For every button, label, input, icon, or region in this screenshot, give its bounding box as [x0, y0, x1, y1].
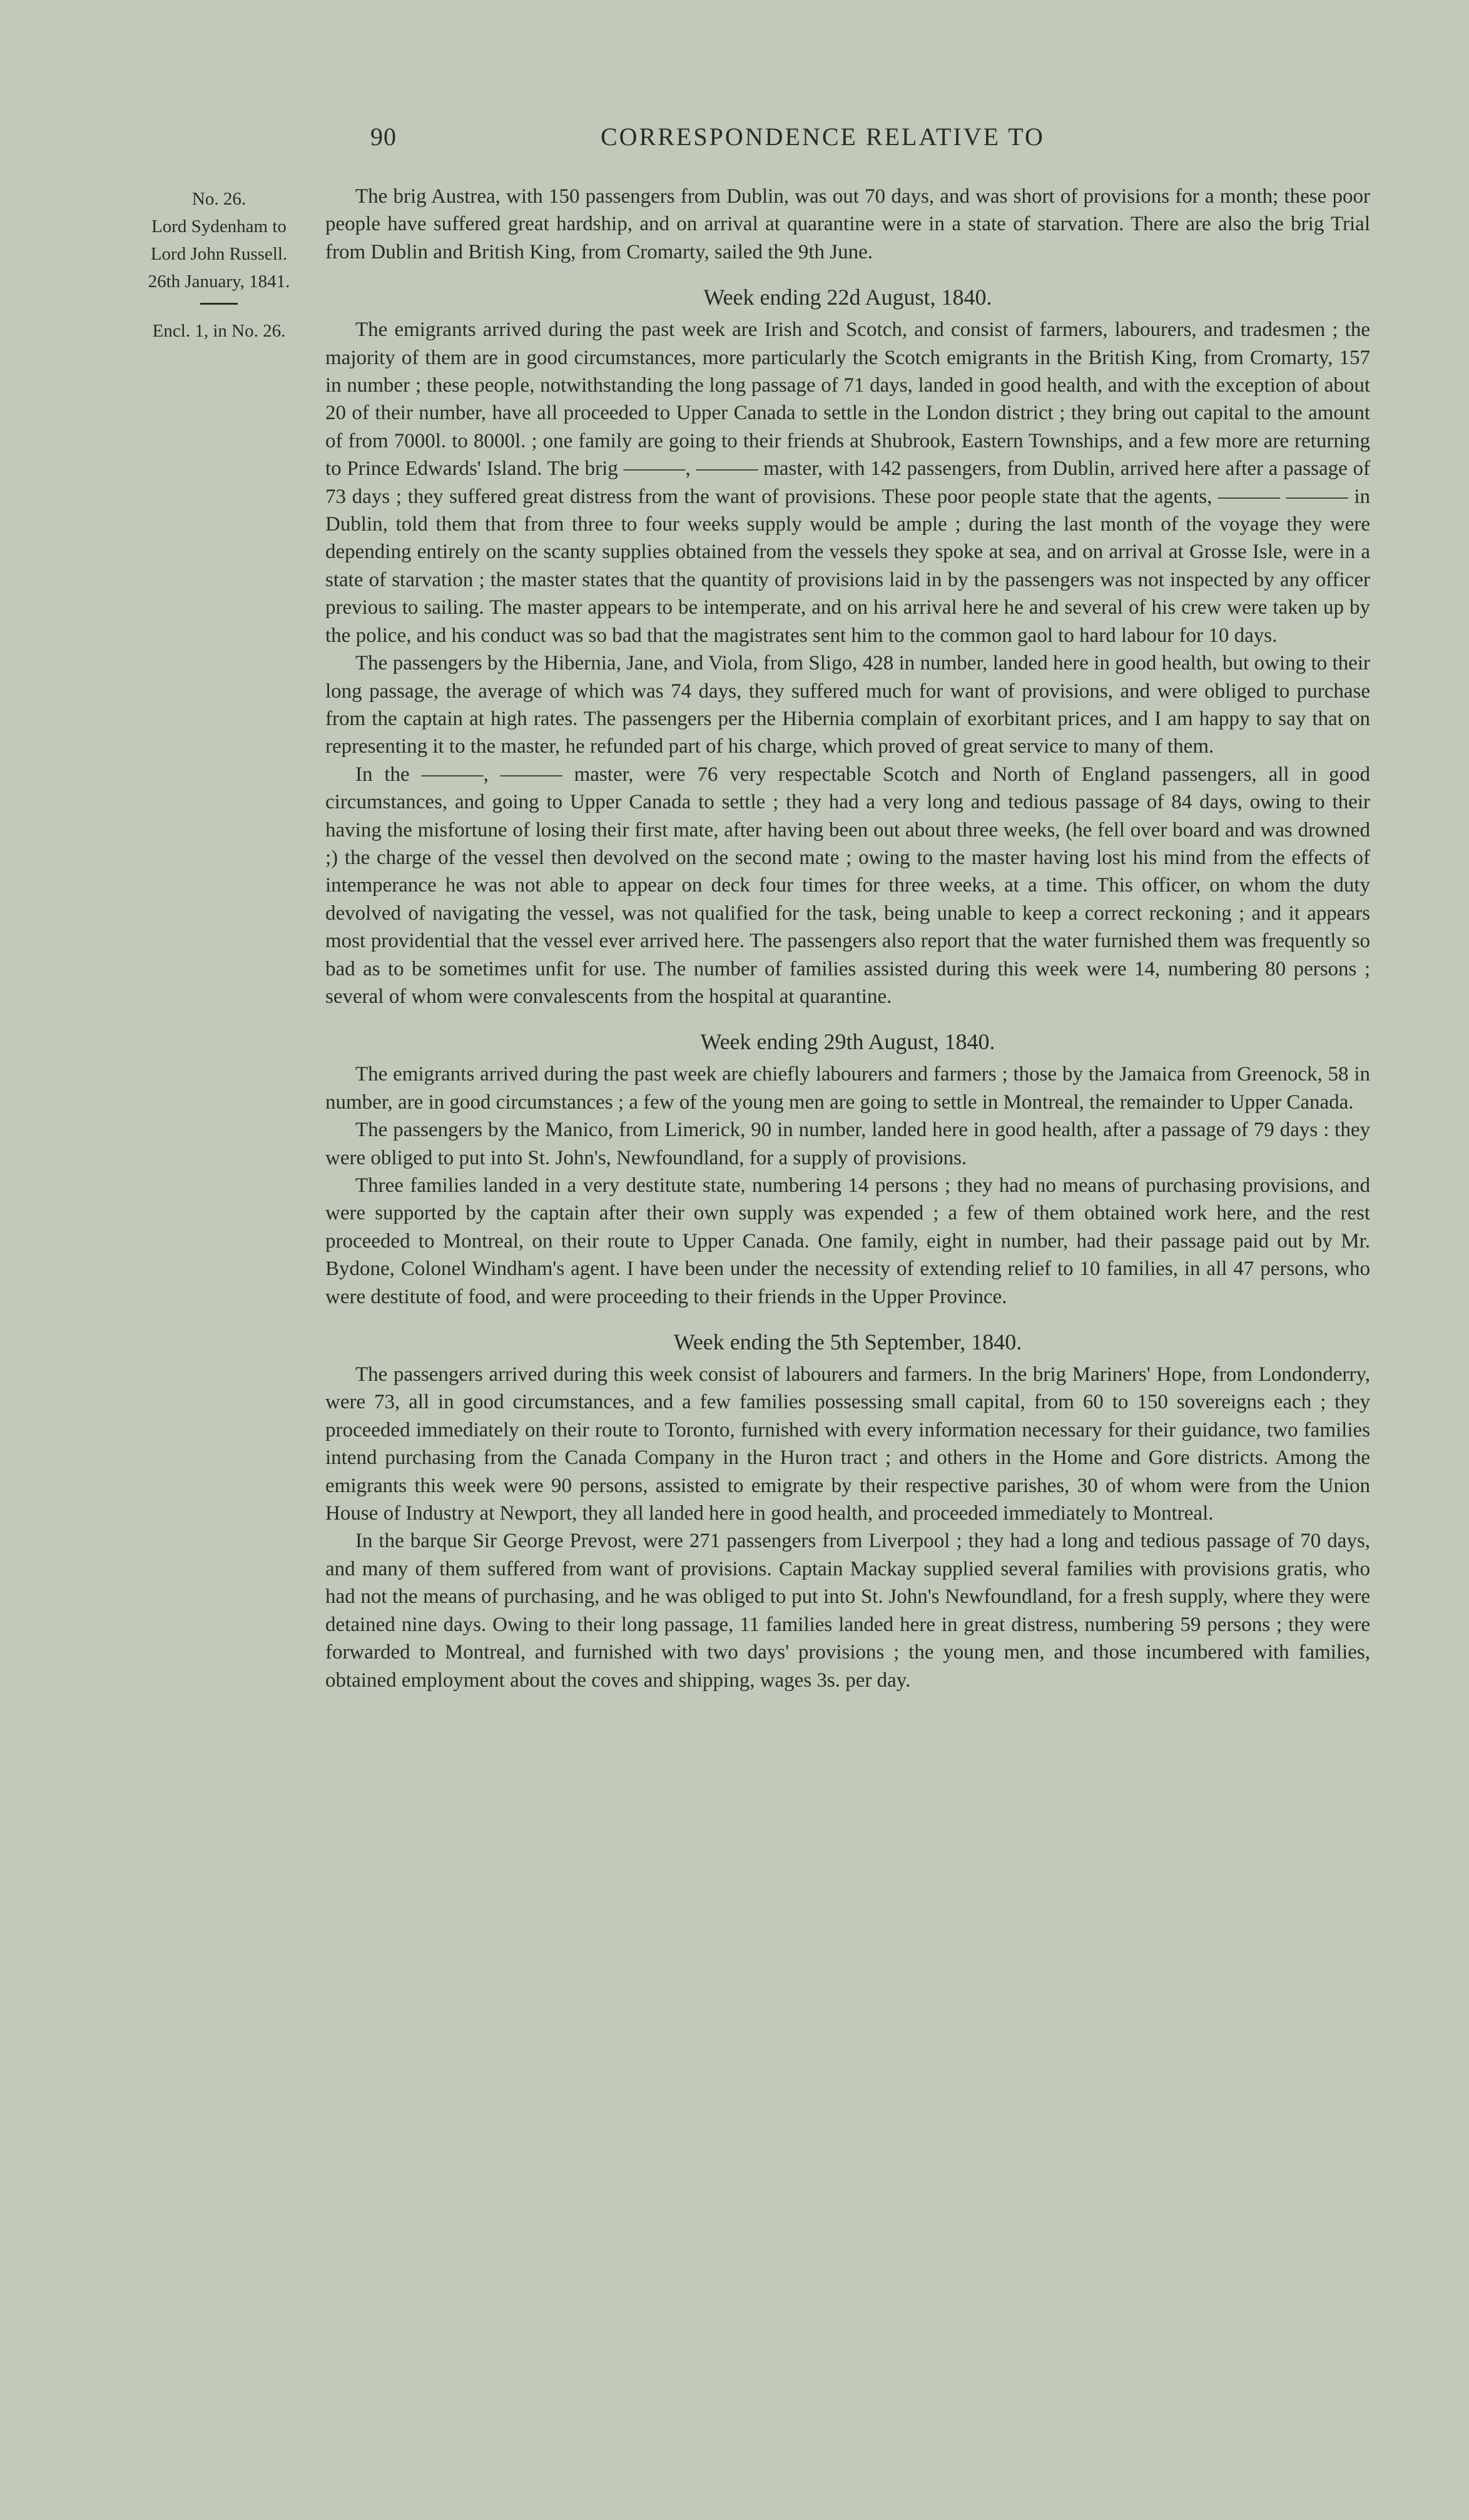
paragraph: The emigrants arrived during the past week are chiefly labourers and farmers ; those by the Jamaica from Greenock, 58 in number, are in good circumstances ; a few of the young men are going to settle in Montreal, the remainder to Upper Canada. [325, 1063, 1370, 1114]
margin-note-enclosure: Encl. 1, in No. 26. [152, 321, 286, 341]
margin-note-number: No. 26. [191, 189, 247, 209]
page-header [325, 122, 1370, 160]
paragraph: The passengers arrived during this week consist of labourers and farmers. In the brig Mariners' Hope, from Londonderry, were 73, all in good circumstances, and a few families possessing small capital, from 60 to 150 sovereigns each ; they proceeded immediately on their route to Toronto, furnished with every information necessary for their guidance, two families intend purchasing from the Canada Company in the Huron tract ; and others in the Home and Gore districts. Among the emigrants this week were 90 persons, assisted to emigrate by their respective parishes, 30 of whom were from the Union House of Industry at Newport, they all landed here in good health, and proceeded immediately to Montreal. [325, 1363, 1370, 1525]
paragraph: In the ———, ——— master, were 76 very respectable Scotch and North of England passengers, all in good circumstances, and going to Upper Canada to settle ; they had a very long and tedious passage of 84 days, owing to their having the misfortune of losing their first mate, after having been out about three weeks, (he fell over board and was drowned ;) the charge of the vessel then devolved on the second mate ; owing to the master having lost his mind from the effects of intemperance he was not able to appear on deck four times for three weeks, at a time. This officer, on whom the duty devolved of navigating the vessel, was not qualified for the task, being unable to keep a correct reckoning ; and it appears most providential that the vessel ever arrived here. The passengers also report that the water furnished them was frequently so bad as to be sometimes unfit for use. The number of families assisted during this week were 14, numbering 80 persons ; several of whom were convalescents from the hospital at quarantine. [325, 763, 1370, 1008]
margin-divider [200, 303, 238, 305]
page-number: 90 [370, 123, 397, 151]
section-heading: Week ending 22d August, 1840. [703, 285, 992, 310]
intro-paragraph: The brig Austrea, with 150 passengers from Dublin, was out 70 days, and was short of provisions for a month; these poor people have suffered great hardship, and on arrival at quarantine were in a state of starvation. There are also the brig Trial from Dublin and British King, from Cromarty, sailed the 9th June. [325, 185, 1370, 263]
margin-note-from: Lord Sydenham to [151, 216, 287, 236]
paragraph: Three families landed in a very destitute state, numbering 14 persons ; they had no means of purchasing provisions, and were supported by the captain after their own supply was expended ; a few of them obtained work here, and the rest proceeded to Montreal, on their route to Upper Canada. One family, eight in number, had their passage paid out by Mr. Bydone, Colonel Windham's agent. I have been under the necessity of extending relief to 10 families, in all 47 persons, who were destitute of food, and were proceeding to their friends in the Upper Province. [325, 1174, 1370, 1308]
running-title: CORRESPONDENCE RELATIVE TO [601, 123, 1045, 151]
margin-note-date: 26th January, 1841. [148, 272, 290, 292]
margin-note-to: Lord John Russell. [150, 244, 288, 264]
paragraph: In the barque Sir George Prevost, were 271 passengers from Liverpool ; they had a long and tedious passage of 70 days, and many of them suffered from want of provisions. Captain Mackay supplied several families with provisions gratis, who had not the means of purchasing, and he was obliged to put into St. John's Newfoundland, for a fresh supply, where they were detained nine days. Owing to their long passage, 11 families landed here in great distress, numbering 59 persons ; they were forwarded to Montreal, and furnished with two days' provisions ; the young men, and those incumbered with families, obtained employment about the coves and shipping, wages 3s. per day. [325, 1530, 1370, 1692]
section-heading: Week ending 29th August, 1840. [700, 1029, 995, 1055]
section-heading: Week ending the 5th September, 1840. [673, 1329, 1022, 1355]
paragraph: The passengers by the Manico, from Limerick, 90 in number, landed here in good health, after a passage of 79 days : they were obliged to put into St. John's, Newfoundland, for a supply of provisions. [325, 1119, 1370, 1169]
main-text [325, 183, 1370, 1694]
margin-notes [119, 185, 319, 345]
paragraph: The emigrants arrived during the past week are Irish and Scotch, and consist of farmers, labourers, and tradesmen ; the majority of them are in good circumstances, more particularly the Scotch emigrants in the British King, from Cromarty, 157 in number ; these people, notwithstanding the long passage of 71 days, landed in good health, and with the exception of about 20 of their number, have all proceeded to Upper Canada to settle in the London district ; they bring out capital to the amount of from 7000l. to 8000l. ; one family are going to their friends at Shubrook, Eastern Townships, and a few more are returning to Prince Edwards' Island. The brig ———, ——— master, with 142 passengers, from Dublin, arrived here after a passage of 73 days ; they suffered great distress from the want of provisions. These poor people state that the agents, ——— ——— in Dublin, told them that from three to four weeks supply would be ample ; during the last month of the voyage they were depending entirely on the scanty supplies obtained from the vessels they spoke at sea, and on arrival at Grosse Isle, were in a state of starvation ; the master states that the quantity of provisions laid in by the passengers was not inspected by any officer previous to sailing. The master appears to be intemperate, and on his arrival here he and several of his crew were taken up by the police, and his conduct was so bad that the magistrates sent him to the common gaol to hard labour for 10 days. [325, 318, 1370, 647]
paragraph: The passengers by the Hibernia, Jane, and Viola, from Sligo, 428 in number, landed here in good health, but owing to their long passage, the average of which was 74 days, they suffered much for want of provisions, and were obliged to purchase from the captain at high rates. The passengers per the Hibernia complain of exorbitant prices, and I am happy to say that on representing it to the master, he refunded part of his charge, which proved of great service to many of them. [325, 652, 1370, 758]
